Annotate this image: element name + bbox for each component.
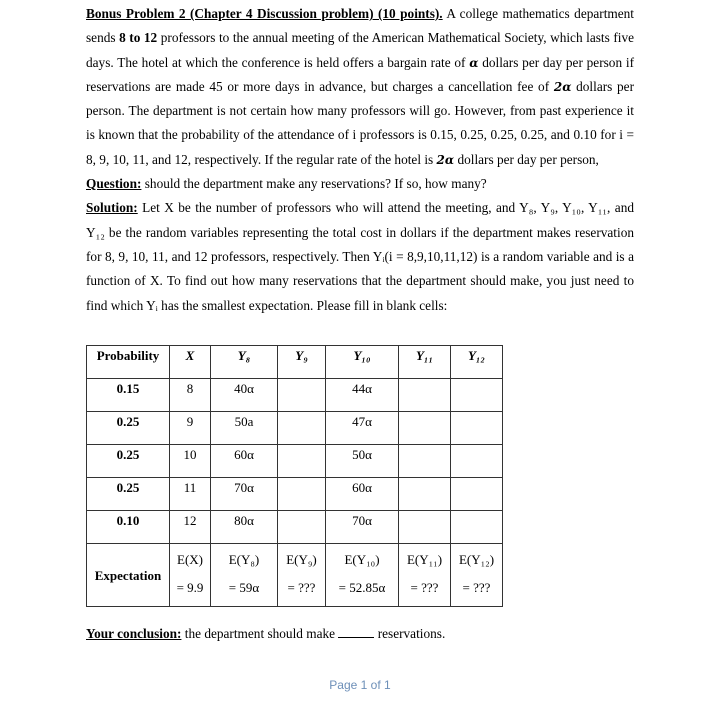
blank-cell[interactable] <box>399 379 451 412</box>
blank-cell[interactable] <box>451 445 503 478</box>
table-row <box>87 478 503 511</box>
expectation-symbol: E(Y₉) <box>286 552 317 567</box>
expectation-value: = ??? <box>462 580 491 595</box>
table-row <box>87 412 503 445</box>
problem-title: Bonus Problem 2 (Chapter 4 Discussion problem) (10 points). <box>86 6 443 21</box>
blank-cell[interactable] <box>278 379 326 412</box>
table-cell: 0.25 <box>87 478 170 511</box>
column-header: Probability <box>87 346 170 379</box>
expectation-symbol: E(Y₁₁) <box>406 552 443 567</box>
page-indicator: Page 1 of 1 <box>329 678 391 692</box>
table-cell: 0.10 <box>87 511 170 544</box>
table-cell: 8 <box>170 379 211 412</box>
problem-text <box>86 0 634 318</box>
expectation-cell <box>451 544 503 607</box>
expectation-table <box>86 345 503 607</box>
table-cell: 60α <box>211 445 278 478</box>
blank-cell[interactable] <box>399 478 451 511</box>
column-header: Y₁₂ <box>451 346 503 379</box>
problem-statement: Bonus Problem 2 (Chapter 4 Discussion problem) (10 points). A college mathematics department sends 8 to 12 professors to the annual meeting of the American Mathematical Society, which lasts five days. The hotel at which the conference is held offers a bargain rate of α dollars per day per person if reservations are made 45 or more days in advance, but charges a cancellation fee of 2α dollars per person. The department is not certain how many professors will go. However, from past experience it is known that the probability of the attendance of i professors is 0.15, 0.25, 0.25, 0.25, and 0.10 for i = 8, 9, 10, 11, and 12, respectively. If the regular rate of the hotel is 2α dollars per day per person, <box>86 6 635 167</box>
blank-cell[interactable] <box>451 379 503 412</box>
table-row <box>87 445 503 478</box>
table-row <box>87 511 503 544</box>
table-cell: 44α <box>326 379 399 412</box>
table-cell: 12 <box>170 511 211 544</box>
table-cell: 10 <box>170 445 211 478</box>
expectation-cell <box>278 544 326 607</box>
expectation-value: = 59α <box>228 580 260 595</box>
expectation-value: = ??? <box>410 580 439 595</box>
expectation-cell <box>170 544 211 607</box>
table-header <box>87 346 503 379</box>
table-cell: 50α <box>326 445 399 478</box>
expectation-symbol: E(Y₁₂) <box>458 552 495 567</box>
table-cell: 9 <box>170 412 211 445</box>
expectation-cell <box>211 544 278 607</box>
expectation-symbol: E(Y₁₀) <box>344 552 380 567</box>
blank-cell[interactable] <box>399 511 451 544</box>
blank-cell[interactable] <box>278 445 326 478</box>
expectation-value: = 9.9 <box>176 580 204 595</box>
blank-cell[interactable] <box>451 511 503 544</box>
conclusion: Your conclusion: the department should make reservations. <box>86 626 446 641</box>
expectation-cell <box>399 544 451 607</box>
table-cell: 0.25 <box>87 412 170 445</box>
blank-cell[interactable] <box>399 412 451 445</box>
expectation-cell <box>326 544 399 607</box>
column-header: X <box>170 346 211 379</box>
table-cell: 11 <box>170 478 211 511</box>
table-cell: 47α <box>326 412 399 445</box>
blank-cell[interactable] <box>278 511 326 544</box>
blank-cell[interactable] <box>278 478 326 511</box>
table-row <box>87 379 503 412</box>
table-cell: 80α <box>211 511 278 544</box>
solution: Solution: Let X be the number of professors who will attend the meeting, and Y₈, Y₉, Y₁₀, Y₁₁, and Y₁₂ be the random variables representing the total cost in dollars if the department makes reservation for 8, 9, 10, 11, and 12 professors, respectively. Then Yᵢ(i = 8,9,10,11,12) is a random variable and is a function of X. To find out how many reservations that the department should make, you just need to find which Yᵢ has the smallest expectation. Please fill in blank cells: <box>86 200 634 313</box>
answer-blank[interactable] <box>338 637 374 638</box>
column-header: Y₈ <box>211 346 278 379</box>
blank-cell[interactable] <box>451 412 503 445</box>
blank-cell[interactable] <box>399 445 451 478</box>
blank-cell[interactable] <box>278 412 326 445</box>
blank-cell[interactable] <box>451 478 503 511</box>
question: Question: should the department make any reservations? If so, how many? <box>86 176 487 192</box>
expectation-symbol: E(Y₈) <box>228 552 260 567</box>
table-cell: 60α <box>326 478 399 511</box>
column-header: Y₉ <box>278 346 326 379</box>
table-cell: 0.15 <box>87 379 170 412</box>
expectation-value: = ??? <box>287 580 316 595</box>
expectation-symbol: E(X) <box>177 552 203 567</box>
column-header: Y₁₁ <box>399 346 451 379</box>
table-cell: 0.25 <box>87 445 170 478</box>
table-cell: 50a <box>211 412 278 445</box>
table-cell: 70α <box>211 478 278 511</box>
table-cell: 70α <box>326 511 399 544</box>
expectation-row <box>87 544 503 607</box>
table-cell: 40α <box>211 379 278 412</box>
column-header: Y₁₀ <box>326 346 399 379</box>
expectation-value: = 52.85α <box>338 580 386 595</box>
expectation-label: Expectation <box>87 544 170 607</box>
